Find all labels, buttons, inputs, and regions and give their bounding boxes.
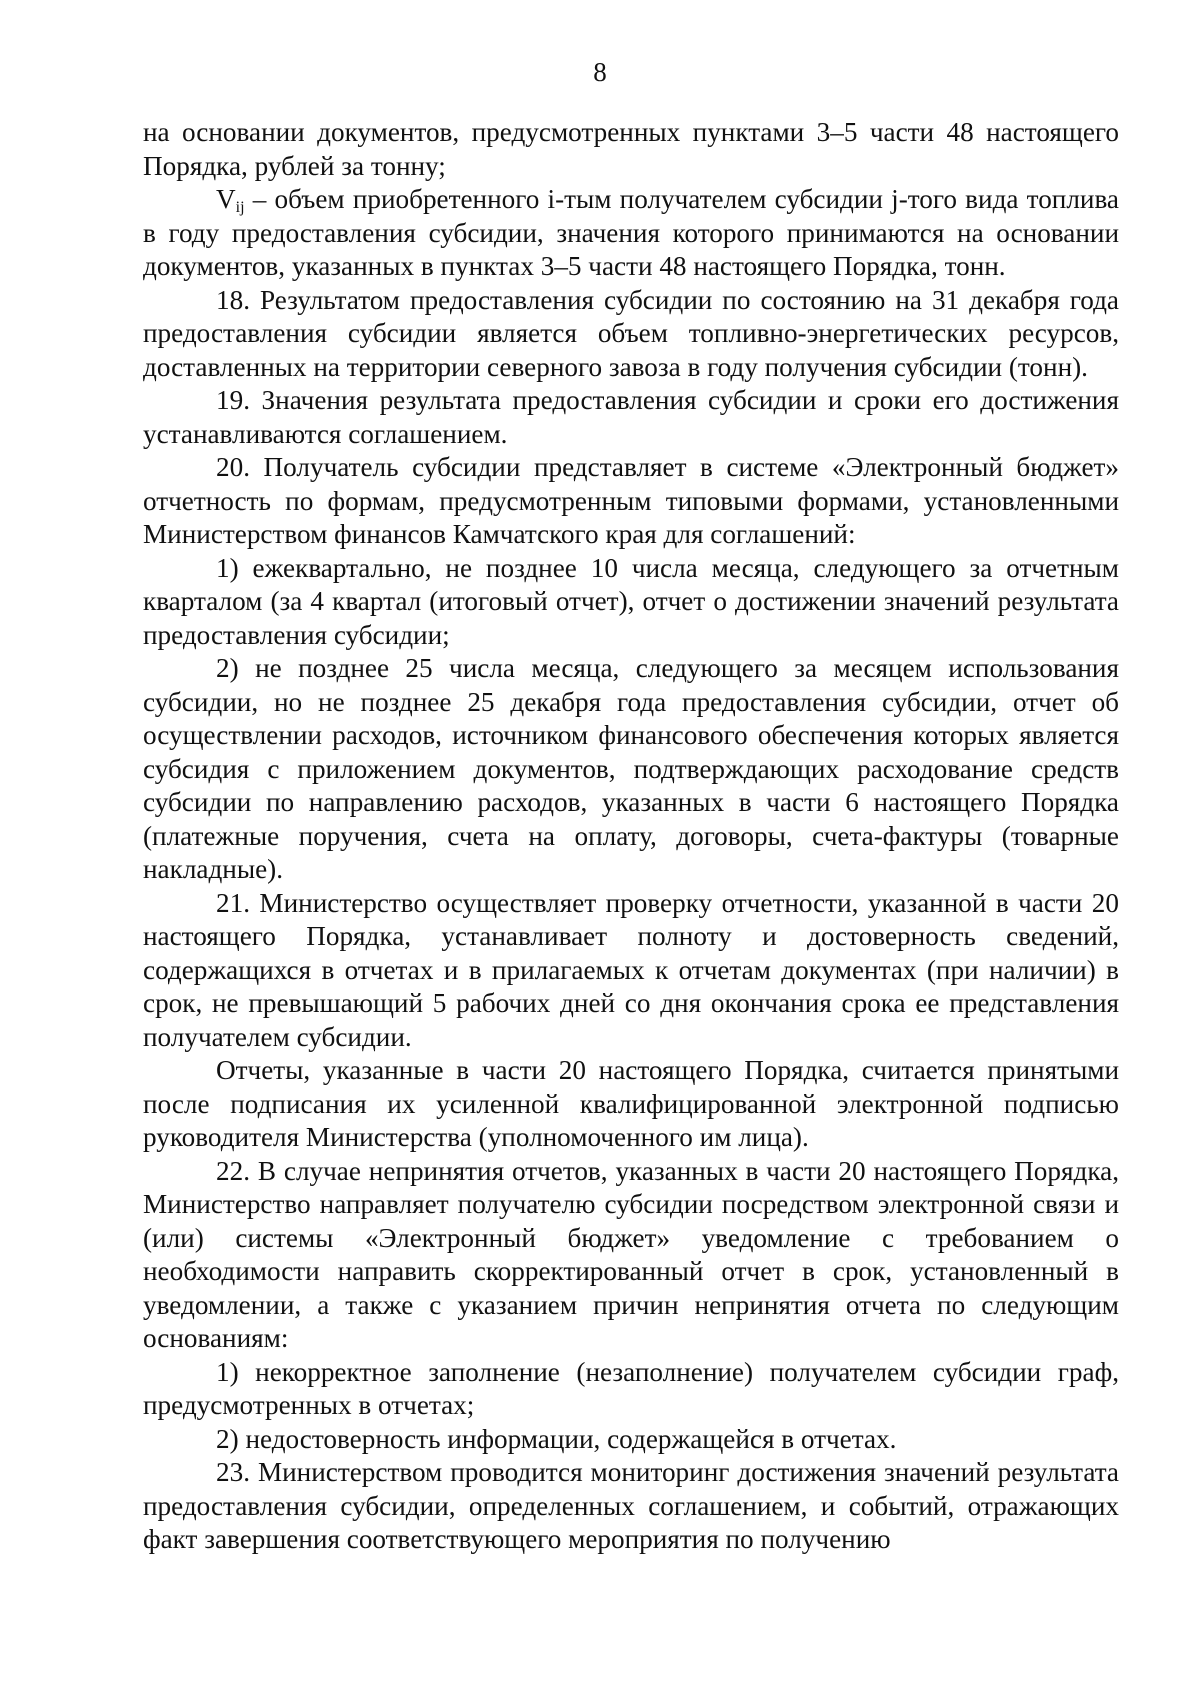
- paragraph-20-reporting: 20. Получатель субсидии представляет в системе «Электронный бюджет» отчетность по формам, предусмотренным типовыми формами, установленными Министерством финансов Камчатского края для соглашений:: [143, 452, 1119, 549]
- page-number: 8: [593, 57, 607, 87]
- paragraph-variable-definition: [143, 183, 1119, 284]
- document-body: [143, 116, 1119, 1557]
- list-item-unreliable-info: 2) недостоверность информации, содержащейся в отчетах.: [216, 1423, 897, 1454]
- list-item-expense-report: 2) не позднее 25 числа месяца, следующего за месяцем использования субсидии, но не позднее 25 декабря года предоставления субсидии, отчет об осуществлении расходов, источником финансового обеспечения которых является субсидия с приложением документов, подтверждающих расходование средств субсидии по направлению расходов, указанных в части 6 настоящего Порядка (платежные поручения, счета на оплату, договоры, счета-фактуры (товарные накладные).: [143, 653, 1119, 884]
- variable-definition-text: – объем приобретенного i-тым получателем субсидии j-того вида топлива в году предоставления субсидии, значения которого принимаются на основании документов, указанных в пунктах 3–5 части 48 настоящего Порядка, тонн.: [143, 184, 1119, 281]
- paragraph-reports-accepted: Отчеты, указанные в части 20 настоящего Порядка, считается принятыми после подписания их усиленной квалифицированной электронной подписью руководителя Министерства (уполномоченного им лица).: [143, 1055, 1119, 1152]
- paragraph-18-result: 18. Результатом предоставления субсидии по состоянию на 31 декабря года предоставления субсидии является объем топливно-энергетических ресурсов, доставленных на территории северного завоза в году получения субсидии (тонн).: [143, 284, 1119, 382]
- paragraph-formula-units: на основании документов, предусмотренных пунктами 3–5 части 48 настоящего Порядка, рублей за тонну;: [143, 117, 1119, 181]
- variable-symbol: V: [216, 184, 236, 214]
- paragraph-22-rejection: 22. В случае непринятия отчетов, указанных в части 20 настоящего Порядка, Министерство направляет получателю субсидии посредством электронной связи и (или) системы «Электронный бюджет» уведомление с требованием о необходимости направить скорректированный отчет в срок, установленный в уведомлении, а также с указанием причин непринятия отчета по следующим основаниям:: [143, 1155, 1119, 1353]
- paragraph-23-monitoring: 23. Министерством проводится мониторинг достижения значений результата предоставления субсидии, определенных соглашением, и событий, отражающих факт завершения соответствующего мероприятия по получению: [143, 1457, 1119, 1554]
- paragraph-21-verification: 21. Министерство осуществляет проверку отчетности, указанной в части 20 настоящего Порядка, устанавливает полноту и достоверность сведений, содержащихся в отчетах и в прилагаемых к отчетам документах (при наличии) в срок, не превышающий 5 рабочих дней со дня окончания срока ее представления получателем субсидии.: [143, 887, 1119, 1052]
- list-item-quarterly-report: 1) ежеквартально, не позднее 10 числа месяца, следующего за отчетным кварталом (за 4 квартал (итоговый отчет), отчет о достижении значений результата предоставления субсидии;: [143, 552, 1119, 650]
- variable-subscript: ij: [235, 199, 245, 216]
- paragraph-19-result-values: 19. Значения результата предоставления субсидии и сроки его достижения устанавливаются соглашением.: [143, 385, 1119, 449]
- list-item-incorrect-filling: 1) некорректное заполнение (незаполнение) получателем субсидии граф, предусмотренных в отчетах;: [143, 1356, 1119, 1420]
